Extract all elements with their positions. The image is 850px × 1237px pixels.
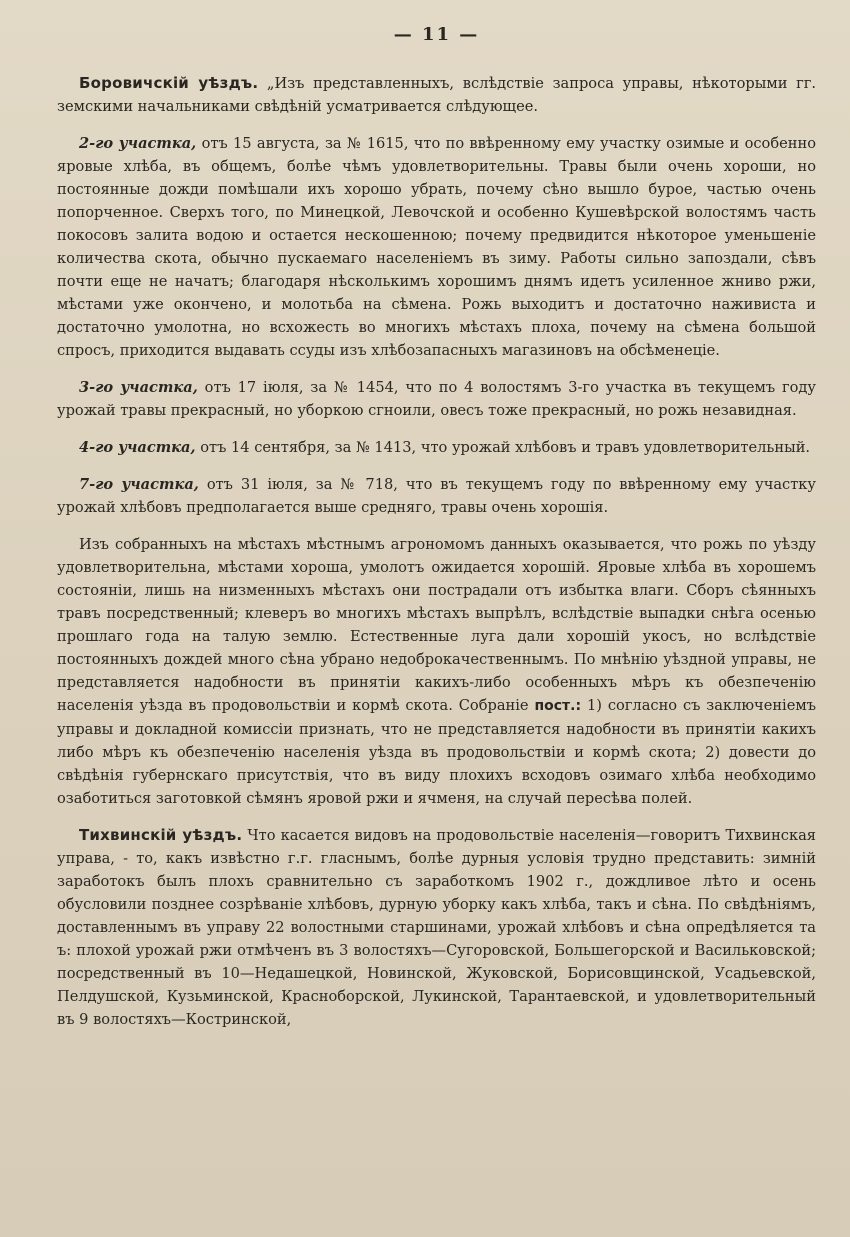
precinct-label: 3-го участка, — [79, 379, 198, 396]
district-heading: Боровичскій уѣздъ. — [79, 74, 259, 92]
paragraph-text: отъ 31 іюля, за № 718, что въ текущемъ году по ввѣренному ему участку урожай хлѣбовъ предполагается выше средняго, травы очень хорошія. — [57, 476, 816, 516]
precinct-label: 2-го участка, — [79, 135, 197, 152]
paragraph-borovichi — [57, 72, 816, 118]
paragraph-precinct-4 — [57, 436, 816, 459]
paragraph-text: Что касается видовъ на продовольствіе населенія—говоритъ Тихвинская управа, - то, какъ извѣстно г.г. гласнымъ, болѣе дурныя условія трудно представить: зимній заработокъ былъ плохъ сравнительно съ заработкомъ 1902 г., дождливое лѣто и осень обусловили позднее созрѣваніе хлѣбовъ, дурную уборку какъ хлѣба, такъ и сѣна. По свѣдѣніямъ, доставленнымъ въ управу 22 волостными старшинами, урожай хлѣбовъ и сѣна опредѣляется та ъ: плохой урожай ржи отмѣченъ въ 3 волостяхъ—Сугоровской, Большегорской и Васильковской; посредственный въ 10—Недашецкой, Новинской, Жуковской, Борисовщинской, Усадьевской, Пелдушской, Кузьминской, Красноборской, Лукинской, Тарантаевской, и удовлетворительный въ 9 волостяхъ—Костринской, — [57, 827, 817, 1028]
precinct-label: 4-го участка, — [79, 439, 196, 456]
paragraph-precinct-2 — [57, 132, 816, 362]
paragraph-tikhvin — [57, 824, 816, 1031]
district-heading: Тихвинскій уѣздъ. — [79, 826, 243, 844]
paragraph-precinct-3 — [57, 376, 816, 422]
paragraph-precinct-7 — [57, 473, 816, 519]
precinct-label: 7-го участка, — [79, 476, 199, 493]
paragraph-text: отъ 14 сентября, за № 1413, что урожай хлѣбовъ и травъ удовлетворительный. — [195, 439, 811, 456]
page-number: — 11 — — [393, 24, 480, 45]
paragraph-agronomist — [57, 533, 816, 810]
paragraph-text: 1) согласно съ заключеніемъ управы и докладной комиссіи признать, что не представляется надобности въ принятіи какихъ либо мѣръ къ обезпеченію населенія уѣзда въ продовольствіи и кормѣ скота; 2) довести до свѣдѣнія губернскаго присутствія, что въ виду плохихъ всходовъ озимаго хлѣба необходимо озаботиться заготовкой сѣмянъ яровой ржи и ячменя, на случай пересѣва полей. — [57, 697, 817, 807]
paragraph-text: отъ 15 августа, за № 1615, что по ввѣренному ему участку озимые и особенно яровые хлѣба, въ общемъ, болѣе чѣмъ удовлетворительны. Травы были очень хороши, но постоянные дожди помѣшали ихъ хорошо убрать, почему сѣно вышло бурое, частью очень попорченное. Сверхъ того, по Минецкой, Левочской и особенно Кушевѣрской волостямъ часть покосовъ залита водою и остается нескошенною; почему предвидится нѣкоторое уменьшеніе количества скота, обычно пускаемаго населеніемъ въ зиму. Работы сильно запоздали, сѣвъ почти еще не начатъ; благодаря нѣсколькимъ хорошимъ днямъ идетъ усиленное жниво ржи, мѣстами уже окончено, и молотьба на сѣмена. Рожь выходитъ и достаточно наживиста и достаточно умолотна, но всхожесть во многихъ мѣстахъ плоха, почему на сѣмена большой спросъ, приходится выдавать ссуды изъ хлѣбозапасныхъ магазиновъ на обсѣменеціе. — [57, 135, 817, 359]
resolution-label: пост.: — [534, 698, 582, 714]
paragraph-text: отъ 17 іюля, за № 1454, что по 4 волостямъ 3-го участка въ текущемъ году урожай травы прекрасный, но уборкою сгноили, овесъ тоже прекрасный, но рожь незавидная. — [57, 379, 817, 419]
paragraph-text: Изъ собранныхъ на мѣстахъ мѣстнымъ агрономомъ данныхъ оказывается, что рожь по уѣзду удовлетворительна, мѣстами хороша, умолотъ ожидается хорошій. Яровые хлѣба въ хорошемъ состояніи, лишь на низменныхъ мѣстахъ они пострадали отъ избытка влаги. Сборъ сѣянныхъ травъ посредственный; клеверъ во многихъ мѣстахъ выпрѣлъ, вслѣдствіе выпадки снѣга осенью прошлаго года на талую землю. Естественные луга дали хорошій укосъ, но вслѣдствіе постоянныхъ дождей много сѣна убрано недоброкачественнымъ. По мнѣнію уѣздной управы, не представляется надобности въ принятіи какихъ-либо особенныхъ мѣръ къ обезпеченію населенія уѣзда въ продовольствіи и кормѣ скота. Собраніе — [57, 536, 816, 714]
paragraph-text: „Изъ представленныхъ, вслѣдствіе запроса управы, нѣкоторыми гг. земскими начальниками свѣдѣній усматривается слѣдующее. — [57, 75, 816, 115]
